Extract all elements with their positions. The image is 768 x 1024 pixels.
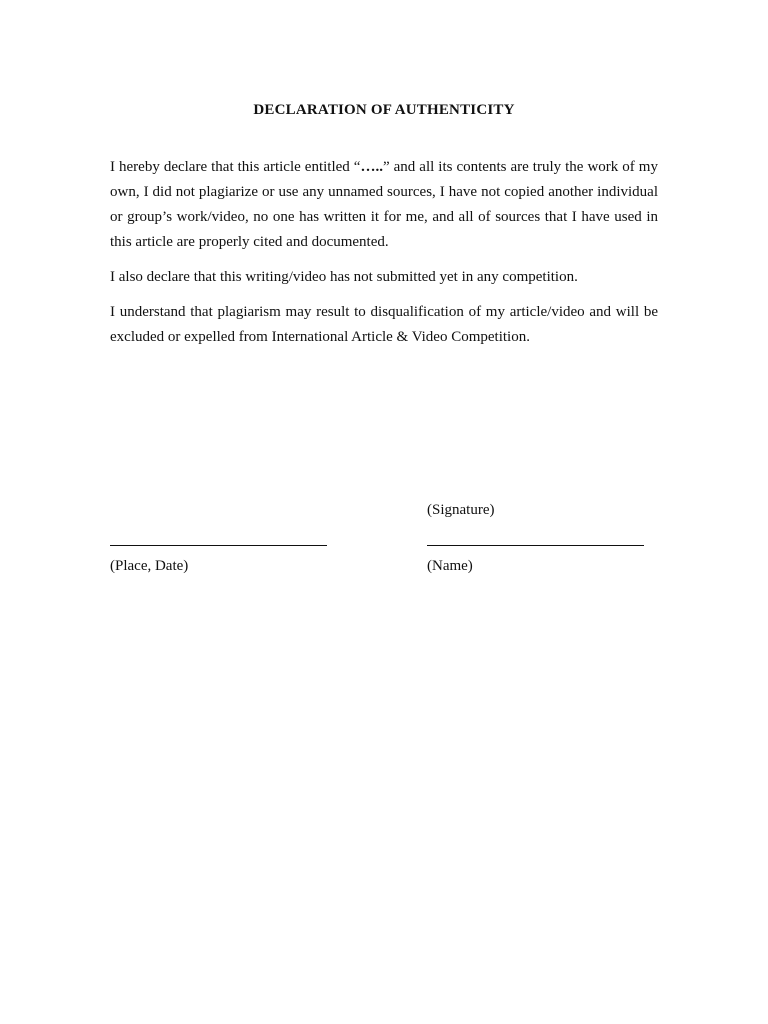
declaration-paragraph-1 (110, 155, 658, 255)
place-date-signature-line (110, 545, 327, 546)
name-signature-line (427, 545, 644, 546)
signature-label: (Signature) (427, 502, 495, 518)
paragraph-1-start: I hereby declare that this article entitled “ (110, 159, 361, 175)
place-date-label: (Place, Date) (110, 558, 189, 574)
article-title-placeholder: ….. (360, 159, 383, 175)
declaration-paragraph-3: I understand that plagiarism may result to disqualification of my article/video and will be excluded or expelled from International Article & Video Competition. (110, 304, 658, 345)
document-title: DECLARATION OF AUTHENTICITY (253, 102, 515, 118)
paragraph-1-rest: ” and all its contents are truly the work of my own, I did not plagiarize or use any unnamed sources, I have not copied another individual or group’s work/video, no one has written it for me, and all of sources that I have used in this article are properly cited and documented. (110, 159, 658, 250)
name-label: (Name) (427, 558, 473, 574)
declaration-paragraph-2: I also declare that this writing/video has not submitted yet in any competition. (110, 269, 578, 285)
